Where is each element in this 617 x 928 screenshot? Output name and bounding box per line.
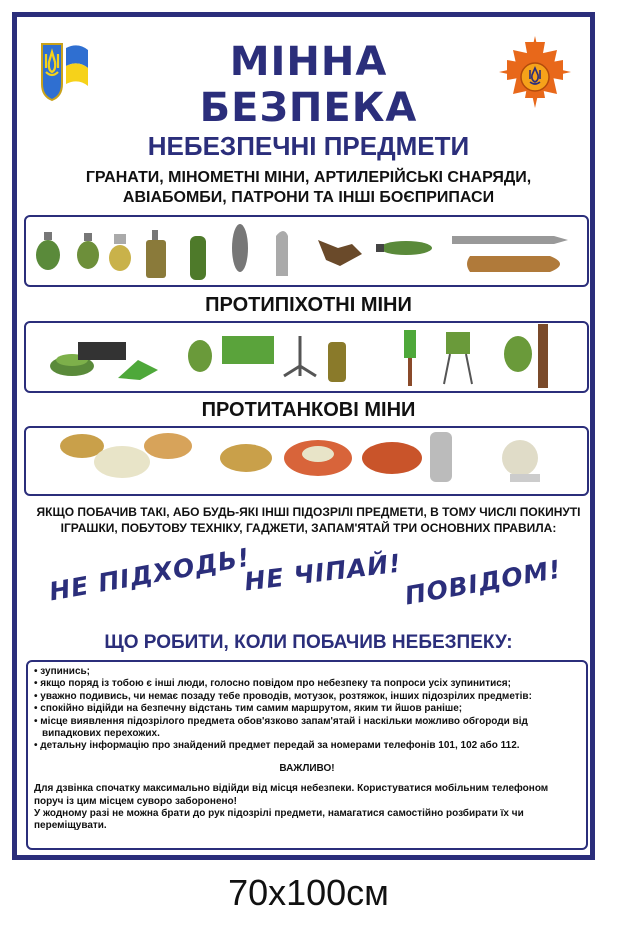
- shells-cluster-icon: [318, 240, 362, 266]
- rule-item: • зупинись;: [34, 666, 580, 678]
- rule-item: • якщо поряд із тобою є інші люди, голосно повідом про небезпеку та попроси усіх зупинитися;: [34, 678, 580, 690]
- what-to-do-heading: ЩО РОБИТИ, КОЛИ ПОБАЧИВ НЕБЕЗПЕКУ:: [104, 632, 513, 653]
- rule-item: • місце виявлення підозрілого предмета обов'язково запам'ятай і наскільки можливо обгороди від випадкових перехожих.: [34, 716, 580, 741]
- antipersonnel-mine-icon: [188, 340, 212, 372]
- rules-box: [26, 660, 588, 850]
- slogan-do-not-touch: НЕ ЧІПАЙ!: [242, 548, 403, 597]
- warning-notice: [0, 504, 617, 536]
- grenade-icon: [190, 236, 206, 280]
- dangerous-items-subtitle: НЕБЕЗПЕЧНІ ПРЕДМЕТИ: [147, 131, 470, 161]
- rules-list: [34, 666, 580, 753]
- warning-notice-line1: ЯКЩО ПОБАЧИВ ТАКІ, АБО БУДЬ-ЯКІ ІНШІ ПІДОЗРІЛІ ПРЕДМЕТИ, В ТОМУ ЧИСЛІ ПОКИНУТІ: [36, 505, 581, 519]
- slogan-do-not-approach: НЕ ПІДХОДЬ!: [47, 542, 253, 607]
- grenade-icon: [77, 233, 99, 269]
- antipersonnel-mine-icon: [118, 360, 158, 380]
- antitank-mine-icon: [144, 433, 192, 459]
- antipersonnel-mines-heading: ПРОТИПІХОТНІ МІНИ: [205, 294, 412, 316]
- important-text-1: Для дзвінка спочатку максимально відійди від місця небезпеки. Користуватися мобільним телефоном поруч із цим місцем суворо заборонено!: [34, 783, 549, 807]
- antipersonnel-mine-icon: [504, 324, 548, 388]
- antitank-mine-icon: [94, 446, 150, 478]
- poster-title-line2: БЕЗПЕКА: [199, 85, 418, 131]
- antitank-mine-icon: [502, 440, 540, 482]
- rocket-icon: [452, 236, 568, 244]
- antitank-mine-icon: [430, 432, 452, 482]
- aviation-bomb-icon: [467, 256, 560, 272]
- grenade-icon: [146, 230, 166, 278]
- munitions-caption-line1: ГРАНАТИ, МІНОМЕТНІ МІНИ, АРТИЛЕРІЙСЬКІ СНАРЯДИ,: [85, 169, 532, 186]
- rule-item: • детальну інформацію про знайдений предмет передай за номерами телефонів 101, 102 або 112.: [34, 740, 580, 752]
- slogan-report: ПОВІДОМ!: [402, 554, 564, 611]
- poster-size-label: 70х100см: [228, 872, 389, 913]
- tripwire-mine-icon: [284, 336, 316, 376]
- grenade-icon: [109, 234, 131, 271]
- antipersonnel-mine-icon: [444, 332, 472, 384]
- antipersonnel-mine-icon: [222, 336, 274, 364]
- poster-title-line1: МІННА: [229, 39, 388, 85]
- artillery-shell-icon: [276, 231, 288, 276]
- antitank-mine-icon: [362, 442, 422, 474]
- important-text-2: У жодному разі не можна брати до рук підозрілі предмети, намагатися самостійно розбирати їх чи переміщувати.: [34, 808, 524, 832]
- important-label: ВАЖЛИВО!: [279, 762, 335, 774]
- antitank-mine-icon: [284, 440, 352, 476]
- mortar-shell-icon: [376, 241, 432, 255]
- antitank-mine-icon: [220, 444, 272, 472]
- mortar-shell-icon: [232, 224, 248, 272]
- rule-item: • уважно подивись, чи немає позаду тебе проводів, мотузок, розтяжок, інших підозрілих предметів:: [34, 691, 580, 703]
- warning-notice-line2: ІГРАШКИ, ПОБУТОВУ ТЕХНІКУ, ГАДЖЕТИ, ЗАПАМ'ЯТАЙ ТРИ ОСНОВНИХ ПРАВИЛА:: [60, 521, 557, 535]
- antipersonnel-mine-icon: [328, 342, 346, 382]
- grenade-icon: [36, 232, 60, 270]
- antipersonnel-mine-icon: [78, 342, 126, 360]
- antipersonnel-mine-icon: [404, 330, 416, 386]
- antitank-mines-heading: ПРОТИТАНКОВІ МІНИ: [201, 399, 416, 421]
- munitions-caption-line2: АВІАБОМБИ, ПАТРОНИ ТА ІНШІ БОЄПРИПАСИ: [122, 189, 495, 206]
- rule-item: • спокійно відійди на безпечну відстань тим самим маршрутом, яким ти йшов раніше;: [34, 703, 580, 715]
